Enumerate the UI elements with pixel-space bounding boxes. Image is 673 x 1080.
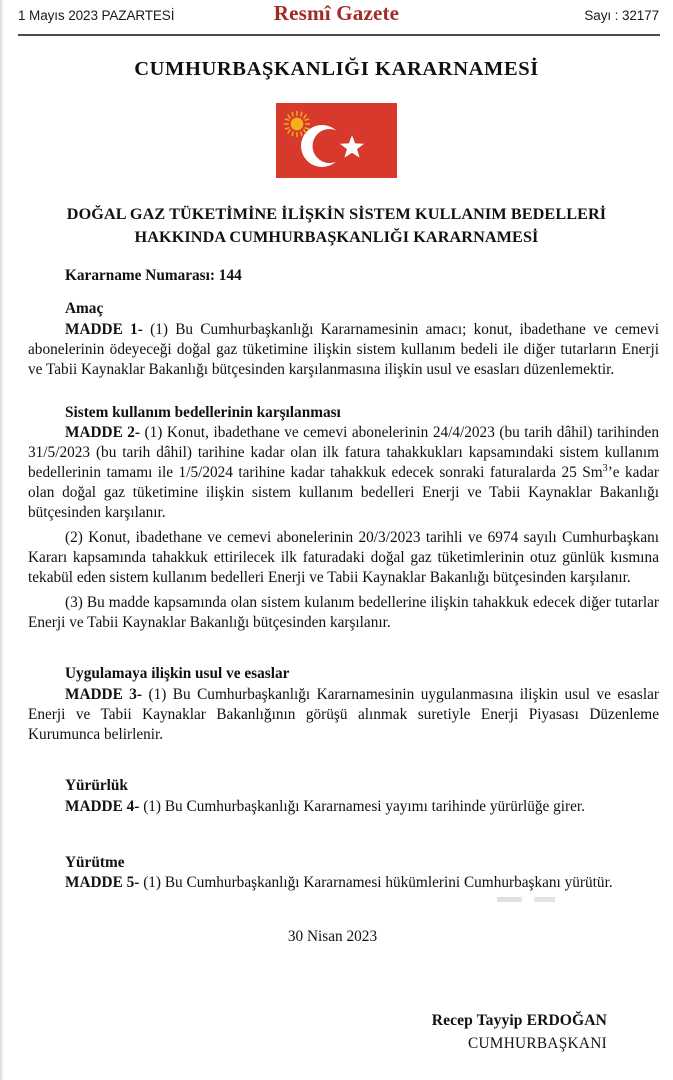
article-3-paragraph-1-marker: (1) <box>148 685 167 703</box>
article-3-label: MADDE 3- <box>65 685 142 703</box>
signature-date: 30 Nisan 2023 <box>287 928 378 946</box>
masthead-date: 1 Mayıs 2023 PAZARTESİ <box>18 7 175 23</box>
decree-number <box>28 266 659 286</box>
article-5-paragraph-1 <box>28 873 659 893</box>
article-2-paragraph-1-text-before: Konut, ibadethane ve cemevi abonelerinin 24/4/2023 (bu tarih dâhil) tarihinden 31/5/2023 (bu tarih dâhil) tarihine kadar olan ilk fatura tahakkukları kapsamındaki sistem kullanım bedellerinin tamamı ile 1/5/2024 tarihine kadar tahakkuk edecek sonraki faturalarda 25 Sm <box>28 424 659 482</box>
section-heading-yurutme: Yürütme <box>65 853 125 871</box>
emblem-container <box>0 103 673 178</box>
spacer <box>28 817 659 841</box>
article-2-paragraph-3-marker: (3) <box>65 594 83 612</box>
article-5-label: MADDE 5- <box>65 874 140 892</box>
article-2-paragraph-2 <box>28 528 659 588</box>
spacer <box>28 745 659 764</box>
masthead-title: Resmî Gazete <box>273 1 400 25</box>
article-1-paragraph-1 <box>28 320 659 380</box>
turkish-presidential-emblem-icon <box>276 103 397 178</box>
signatory-name: Recep Tayyip ERDOĞAN <box>431 1012 607 1030</box>
section-heading-yururluk: Yürürlük <box>65 776 128 794</box>
masthead-divider <box>18 34 660 36</box>
spacer <box>28 633 659 652</box>
decree-kind-heading: CUMHURBAŞKANLIĞI KARARNAMESİ <box>134 58 539 80</box>
document-title-line-2: HAKKINDA CUMHURBAŞKANLIĞI KARARNAMESİ <box>134 228 539 246</box>
article-5-paragraph-1-text: Bu Cumhurbaşkanlığı Kararnamesi hükümlerini Cumhurbaşkanı yürütür. <box>164 874 613 892</box>
article-4-paragraph-1-text: Bu Cumhurbaşkanlığı Kararnamesi yayımı tarihinde yürürlüğe girer. <box>164 797 585 815</box>
article-2-paragraph-1-text-after: ’e kadar olan doğal gaz tüketimine ilişkin sistem kullanım bedelleri Enerji ve Tabii Kaynaklar Bakanlığı bütçesinden karşılanır. <box>28 464 659 522</box>
article-2-paragraph-1-marker: (1) <box>144 424 163 442</box>
article-3-paragraph-1-text: Bu Cumhurbaşkanlığı Kararnamesinin uygulanmasına ilişkin usul ve esaslar Enerji ve Tabii Kaynaklar Bakanlığının görüşü alınmak suretiyle Enerji Piyasası Düzenleme Kurumunca belirlenir. <box>28 685 659 743</box>
signatory-role: CUMHURBAŞKANI <box>467 1034 607 1052</box>
section-heading-amac: Amaç <box>65 299 104 317</box>
section-heading-sistem-kullanim: Sistem kullanım bedellerinin karşılanması <box>65 403 341 421</box>
article-1-paragraph-1-text: Bu Cumhurbaşkanlığı Kararnamesinin amacı; konut, ibadethane ve cemevi abonelerinin ödeyeceği doğal gaz tüketimine ilişkin sistem kullanım bedeli ile diğer tutarların Enerji ve Tabii Kaynaklar Bakanlığı bütçesinden karşılanmasına ilişkin usul ve esasları düzenlemektir. <box>28 320 659 378</box>
document-body <box>28 266 659 1056</box>
masthead-issue-number: Sayı : 32177 <box>584 7 659 23</box>
document-title <box>52 203 621 249</box>
decree-number-label: Kararname Numarası: <box>65 267 215 284</box>
signature-block <box>28 1009 659 1055</box>
section-heading-uygulama: Uygulamaya ilişkin usul ve esaslar <box>65 665 290 683</box>
article-2-paragraph-3 <box>28 593 659 633</box>
article-2-paragraph-1 <box>28 423 659 523</box>
masthead <box>0 0 673 30</box>
article-4-paragraph-1 <box>28 797 659 817</box>
cubic-metre-superscript: 3 <box>602 463 608 475</box>
decree-number-value: 144 <box>218 267 242 284</box>
article-2-paragraph-2-text: Konut, ibadethane ve cemevi abonelerinin 20/3/2023 tarihli ve 6974 sayılı Cumhurbaşkanı Kararı kapsamında tahakkuk ettirilecek ilk faturadaki doğal gaz tüketimlerinin otuz günlük kısmına tekabül eden sistem kullanım bedelleri Enerji ve Tabii Kaynaklar Bakanlığı bütçesinden karşılanır. <box>28 529 660 587</box>
article-3-paragraph-1 <box>28 685 659 745</box>
article-2-paragraph-2-marker: (2) <box>65 529 83 547</box>
spacer <box>28 380 659 391</box>
document-title-line-1: DOĞAL GAZ TÜKETİMİNE İLİŞKİN SİSTEM KULLANIM BEDELLERİ <box>66 205 607 223</box>
article-2-paragraph-3-text: Bu madde kapsamında olan sistem kulanım bedellerine ilişkin tahakkuk edecek diğer tutarlar Enerji ve Tabii Kaynaklar Bakanlığı bütçesinden karşılanır. <box>28 594 660 632</box>
article-4-paragraph-1-marker: (1) <box>143 797 162 815</box>
article-5-paragraph-1-marker: (1) <box>143 874 162 892</box>
article-1-label: MADDE 1- <box>65 320 143 338</box>
article-2-label: MADDE 2- <box>65 424 141 442</box>
article-1-paragraph-1-marker: (1) <box>150 320 168 338</box>
article-4-label: MADDE 4- <box>65 797 140 815</box>
